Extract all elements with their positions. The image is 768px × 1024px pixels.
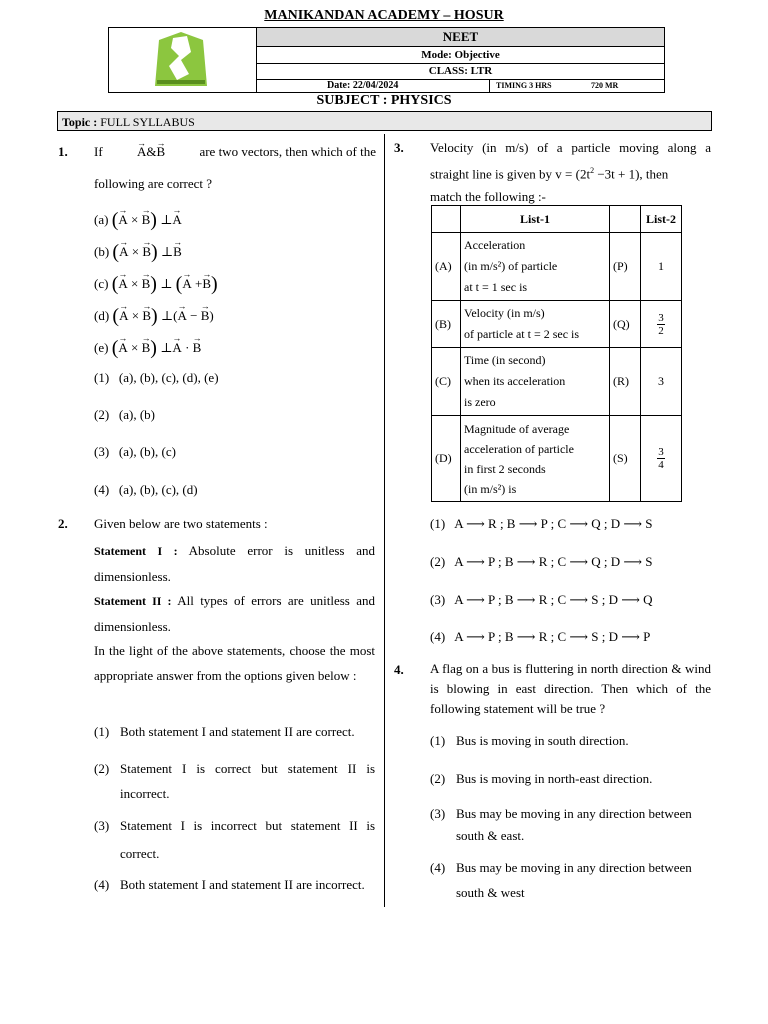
header-table <box>108 27 665 93</box>
q2-option-3[interactable]: (3) Statement I is incorrect but statement II is correct. <box>94 818 375 861</box>
exam-date: Date: 22/04/2024 <box>327 80 399 91</box>
q1-items <box>94 204 218 364</box>
q1-item-c: (c) (→ A × → B) ⊥ (→ A +→ B) <box>94 268 218 300</box>
q1-option-2[interactable]: (2) (a), (b) <box>94 407 156 422</box>
topic-bar <box>57 111 712 131</box>
table-row: (D) Magnitude of average acceleration of particle in first 2 seconds (in m/s²) is (S) $\frac{3}{4}$ <box>432 416 682 502</box>
q2-option-4[interactable]: (4) Both statement I and statement II are incorrect. <box>94 877 365 892</box>
q1-item-e: (e) (→ A × → B) ⊥→ A · → B <box>94 332 218 364</box>
q1-stem <box>94 140 376 164</box>
table-row: (B) Velocity (in m/s) of particle at t = 2 sec is (Q) $\frac{3}{2}$ <box>432 301 682 348</box>
q2-intro: Given below are two statements : <box>94 516 268 531</box>
q1-option-4[interactable]: (4) (a), (b), (c), (d) <box>94 482 198 497</box>
q3-number: 3. <box>394 140 404 155</box>
list2-header: List-2 <box>641 206 682 233</box>
list1-header: List-1 <box>461 206 610 233</box>
date-divider <box>489 80 490 92</box>
q3-option-2[interactable]: (2) A ⟶ P ; B ⟶ R ; C ⟶ Q ; D ⟶ S <box>430 554 653 569</box>
academy-title: MANIKANDAN ACADEMY – HOSUR <box>264 8 504 23</box>
column-divider <box>384 134 385 907</box>
q3-option-4[interactable]: (4) A ⟶ P ; B ⟶ R ; C ⟶ S ; D ⟶ P <box>430 629 651 644</box>
subject-title: SUBJECT : PHYSICS <box>316 93 452 108</box>
q2-statement-1: Statement I : Absolute error is unitless and dimensionless. <box>94 543 375 584</box>
q4-stem: A flag on a bus is fluttering in north direction & wind is blowing in east direction. Then which of the following statement will be true ? <box>430 661 711 716</box>
q1-number: 1. <box>58 144 68 159</box>
q4-number: 4. <box>394 662 404 677</box>
q1-text-2: following are correct ? <box>94 176 213 191</box>
table-row: (C) Time (in second) when its acceleration is zero (R) 3 <box>432 348 682 416</box>
q4-option-2[interactable]: (2) Bus is moving in north-east direction. <box>430 771 653 786</box>
topic-label: Topic : <box>62 115 98 129</box>
q1-item-a: (a) (→ A × → B) ⊥→ A <box>94 204 218 236</box>
q2-number: 2. <box>58 516 68 531</box>
q3-option-3[interactable]: (3) A ⟶ P ; B ⟶ R ; C ⟶ S ; D ⟶ Q <box>430 592 653 607</box>
academy-logo-icon <box>151 30 211 88</box>
q2-question: In the light of the above statements, choose the most appropriate answer from the options given below : <box>94 643 375 683</box>
q4-option-1[interactable]: (1) Bus is moving in south direction. <box>430 733 629 748</box>
q2-statement-2: Statement II : All types of errors are unitless and dimensionless. <box>94 593 375 634</box>
q1-item-b: (b) (→ A × → B) ⊥→ B <box>94 236 218 268</box>
exam-mode: Mode: Objective <box>257 47 664 64</box>
q1-option-1[interactable]: (1) (a), (b), (c), (d), (e) <box>94 370 219 385</box>
q4-option-3[interactable]: (3) Bus may be moving in any direction between south & east. <box>430 806 692 843</box>
q4-option-4[interactable]: (4) Bus may be moving in any direction between south & west <box>430 860 692 900</box>
exam-class: CLASS: LTR <box>257 64 664 80</box>
q1-option-3[interactable]: (3) (a), (b), (c) <box>94 444 176 459</box>
q2-option-2[interactable]: (2) Statement I is correct but statement II is incorrect. <box>94 761 375 801</box>
exam-marks: 720 MR <box>591 81 619 90</box>
q2-option-1[interactable]: (1) Both statement I and statement II are correct. <box>94 724 355 739</box>
exam-name: NEET <box>257 28 664 47</box>
table-row: (A) Acceleration (in m/s²) of particle at t = 1 sec is (P) 1 <box>432 233 682 301</box>
q1-vectors: → A&→ B <box>137 140 165 164</box>
q1-item-d: (d) (→ A × → B) ⊥(→ A − → B) <box>94 300 218 332</box>
topic-value: FULL SYLLABUS <box>100 115 195 129</box>
q3-match-table <box>431 205 682 502</box>
exam-timing: TIMING 3 HRS <box>496 81 552 90</box>
q1-text: are two vectors, then which of the <box>199 144 376 159</box>
q3-stem: Velocity (in m/s) of a particle moving along a straight line is given by $v = (2t^2 -3t + 1)$, then match the following :- <box>430 140 711 205</box>
logo-cell <box>109 28 257 92</box>
q1-if: If <box>94 144 103 159</box>
q3-option-1[interactable]: (1) A ⟶ R ; B ⟶ P ; C ⟶ Q ; D ⟶ S <box>430 516 653 531</box>
